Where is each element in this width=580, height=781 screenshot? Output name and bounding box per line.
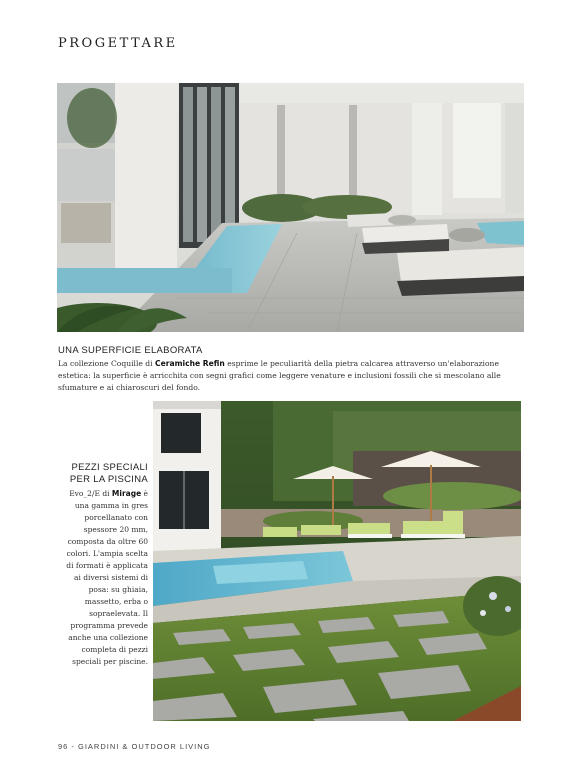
caption-heading (38, 462, 148, 485)
caption-text: Evo_2/E di (69, 489, 112, 498)
heading-line: PER LA PISCINA (69, 473, 148, 485)
caption-heading: UNA SUPERFICIE ELABORATA (58, 345, 203, 356)
caption-text: è una gamma in gres porcellanato con spessore 20 mm, composta da oltre 60 colori. L'ampia scelta di formati è applicata ai diversi sistemi di posa: su ghiaia, massetto, erba o sopraelevata. Il programma prevede anche una collezione completa di pezzi speciali per piscine. (66, 489, 148, 666)
caption-body (58, 488, 148, 668)
heading-line: PEZZI SPECIALI (71, 462, 148, 473)
caption-text: La collezione Coquille di (58, 359, 155, 368)
caption-body (58, 358, 528, 394)
terrace-pool-photo (57, 83, 524, 332)
caption-text: esprime le peculiarità della pietra calcarea attraverso un'elaborazione estetica: la superficie è arricchita con segni grafici come leggere venature e inclusioni fossili che si mescolano alle sfumature e ai chiaroscuri del fondo. (58, 359, 501, 392)
pool-garden-photo (153, 401, 521, 721)
brand-name: Ceramiche Refin (155, 359, 225, 368)
page-folio: 96 - GIARDINI & OUTDOOR LIVING (58, 742, 211, 751)
section-title: PROGETTARE (58, 36, 178, 51)
brand-name: Mirage (111, 489, 142, 498)
